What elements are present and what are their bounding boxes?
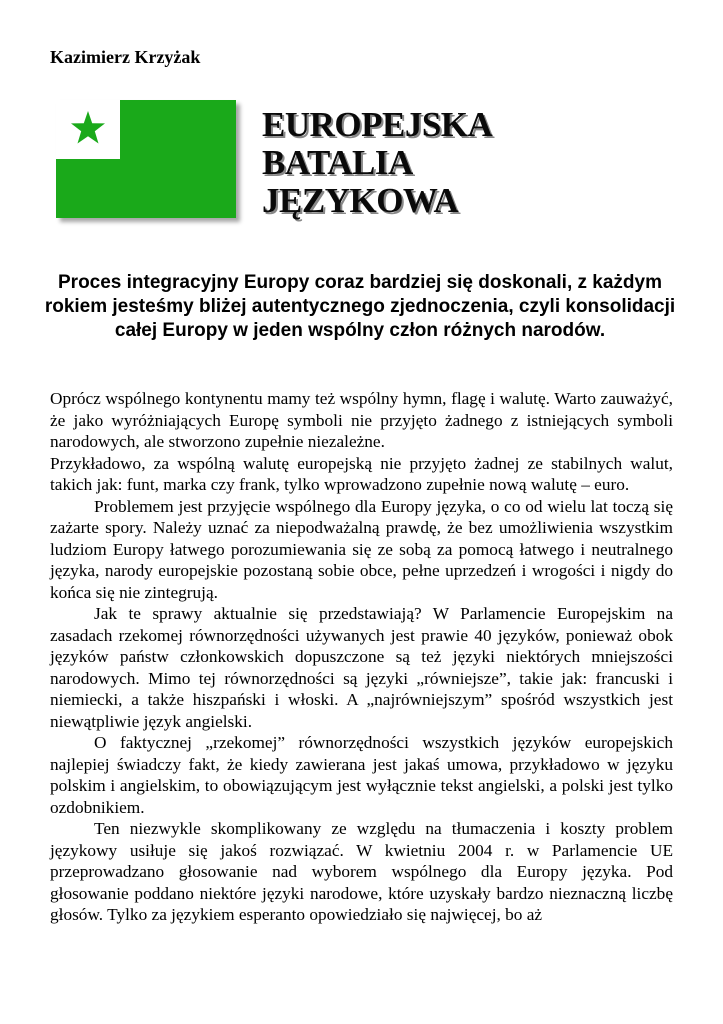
title-line: JĘZYKOWA bbox=[262, 181, 459, 220]
title-line: BATALIA bbox=[262, 143, 413, 182]
esperanto-flag bbox=[56, 100, 236, 218]
page-title bbox=[262, 106, 492, 220]
paragraph: Ten niezwykle skomplikowany ze względu na tłumaczenia i koszty problem językowy usiłuje się jakoś rozwiązać. W kwietniu 2004 r. w Parlamencie UE przeprowadzano głosowanie nad wyborem wspólnego dla Europy języka. Pod głosowanie poddano niektóre języki narodowe, które uzyskały bardzo nieznaczną liczbę głosów. Tylko za językiem esperanto opowiedziało się najwięcej, bo aż bbox=[50, 819, 673, 924]
paragraph: Jak te sprawy aktualnie się przedstawiają? W Parlamencie Europejskim na zasadach rzekomej równorzędności używanych jest prawie 40 języków, ponieważ obok języków państw członkowskich dopuszczone są też języki niektórych mniejszości narodowych. Mimo tej równorzędności są języki „równiejsze”, takie jak: francuski i niemiecki, a także hiszpański i włoski. A „najrówniejszym” spośród wszystkich jest niewątpliwie język angielski. bbox=[50, 604, 673, 731]
lead-paragraph: Proces integracyjny Europy coraz bardziej się doskonali, z każdym rokiem jesteśmy bliżej autentycznego zjednoczenia, czyli konsolidacji całej Europy w jeden wspólny człon różnych narodów. bbox=[44, 272, 676, 341]
title-line: EUROPEJSKA bbox=[262, 105, 493, 144]
paragraph: Problemem jest przyjęcie wspólnego dla Europy języka, o co od wielu lat toczą się zażarte spory. Należy uznać za niepodważalną prawdę, że bez umożliwienia wszystkim ludziom Europy łatwego porozumiewania się ze sobą za pomocą łatwego i neutralnego języka, narody europejskie pozostaną sobie obce, pełne uprzedzeń i wrogości i nigdy do końca się nie zintegrują. bbox=[50, 496, 673, 602]
paragraph: O faktycznej „rzekomej” równorzędności wszystkich języków europejskich najlepiej świadczy fakt, że kiedy zawierana jest jakaś umowa, przykładowo w języku polskim i angielskim, to obowiązującym jest wyłącznie tekst angielski, a polski jest tylko ozdobnikiem. bbox=[50, 733, 673, 817]
star-icon bbox=[68, 108, 108, 148]
paragraph: Przykładowo, za wspólną walutę europejską nie przyjęto żadnej ze stabilnych walut, takich jak: funt, marka czy frank, tylko wprowadzono zupełnie nową walutę – euro. bbox=[50, 453, 673, 494]
author-name: Kazimierz Krzyżak bbox=[50, 47, 201, 67]
article-body bbox=[50, 388, 673, 926]
flag-canton bbox=[56, 100, 120, 159]
paragraph: Oprócz wspólnego kontynentu mamy też wspólny hymn, flagę i walutę. Warto zauważyć, że jako wyróżniających Europę symboli nie przyjęto żadnego z istniejących symboli narodowych, ale stworzono zupełnie niezależne. bbox=[50, 389, 673, 451]
